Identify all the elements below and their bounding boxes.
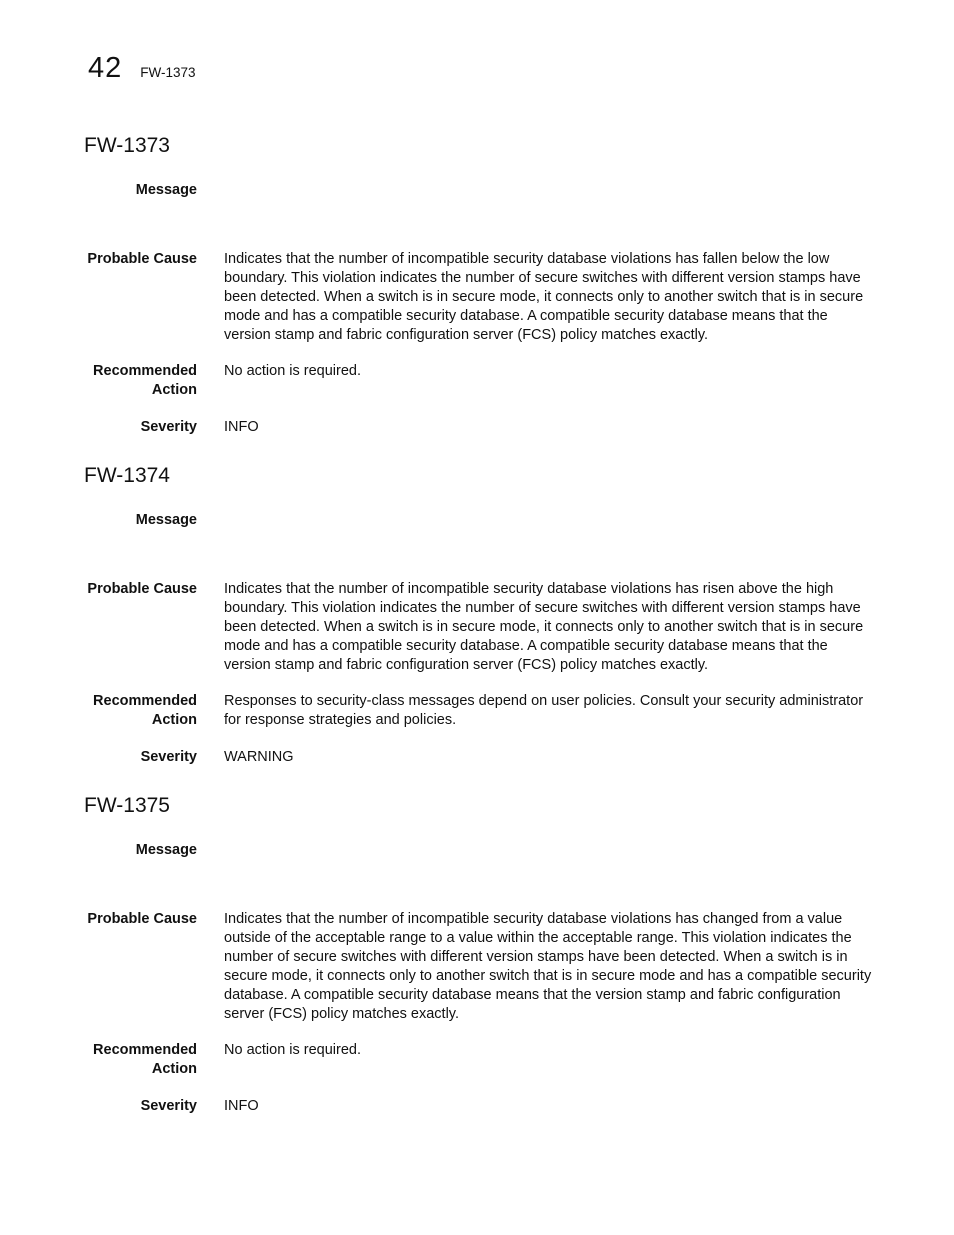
severity-value: WARNING <box>224 749 294 765</box>
severity-label: Severity <box>140 749 197 765</box>
message-label: Message <box>135 512 197 528</box>
recommended-action-text: No action is required. <box>224 1042 362 1058</box>
message-label: Message <box>135 182 197 198</box>
page-header <box>88 52 196 85</box>
recommended-label-line2: Action <box>151 1061 197 1077</box>
message-label: Message <box>135 842 197 858</box>
chapter-number: 42 <box>88 52 123 84</box>
section-title: FW-1374 <box>84 464 170 487</box>
recommended-label-line1: Recommended <box>93 693 197 709</box>
severity-value: INFO <box>224 1098 259 1114</box>
probable-cause-label: Probable Cause <box>87 581 197 597</box>
severity-label: Severity <box>140 419 197 435</box>
recommended-action-label <box>47 1041 197 1079</box>
recommended-label-line1: Recommended <box>93 363 197 379</box>
severity-value: INFO <box>224 419 259 435</box>
running-title: FW-1373 <box>140 65 196 80</box>
probable-cause-label: Probable Cause <box>87 911 197 927</box>
recommended-action-label <box>47 362 197 400</box>
recommended-action-text: Responses to security-class messages depend on user policies. Consult your security administrator for response strategies and policies. <box>224 693 864 728</box>
severity-label: Severity <box>140 1098 197 1114</box>
recommended-label-line1: Recommended <box>93 1042 197 1058</box>
section-title: FW-1373 <box>84 134 170 157</box>
probable-cause-text: Indicates that the number of incompatible security database violations has fallen below the low boundary. This violation indicates the number of secure switches with different version stamps have been detected. When a switch is in secure mode, it connects only to another switch that is in secure mode and has a compatible security database. A compatible security database means that the version stamp and fabric configuration server (FCS) policy matches exactly. <box>224 251 864 343</box>
probable-cause-label: Probable Cause <box>87 251 197 267</box>
recommended-label-line2: Action <box>151 382 197 398</box>
probable-cause-text: Indicates that the number of incompatible security database violations has risen above the high boundary. This violation indicates the number of secure switches with different version stamps have been detected. When a switch is in secure mode, it connects only to another switch that is in secure mode and has a compatible security database. A compatible security database means that the version stamp and fabric configuration server (FCS) policy matches exactly. <box>224 581 864 673</box>
recommended-action-text: No action is required. <box>224 363 362 379</box>
section-title: FW-1375 <box>84 794 170 817</box>
probable-cause-text: Indicates that the number of incompatible security database violations has changed from a value outside of the acceptable range to a value within the acceptable range. This violation indicates the number of secure switches with different version stamps have been detected. When a switch is in secure mode, it connects only to another switch that is in secure mode and has a compatible security database. A compatible security database means that the version stamp and fabric configuration server (FCS) policy matches exactly. <box>224 911 872 1022</box>
recommended-action-label <box>47 692 197 730</box>
recommended-label-line2: Action <box>151 712 197 728</box>
